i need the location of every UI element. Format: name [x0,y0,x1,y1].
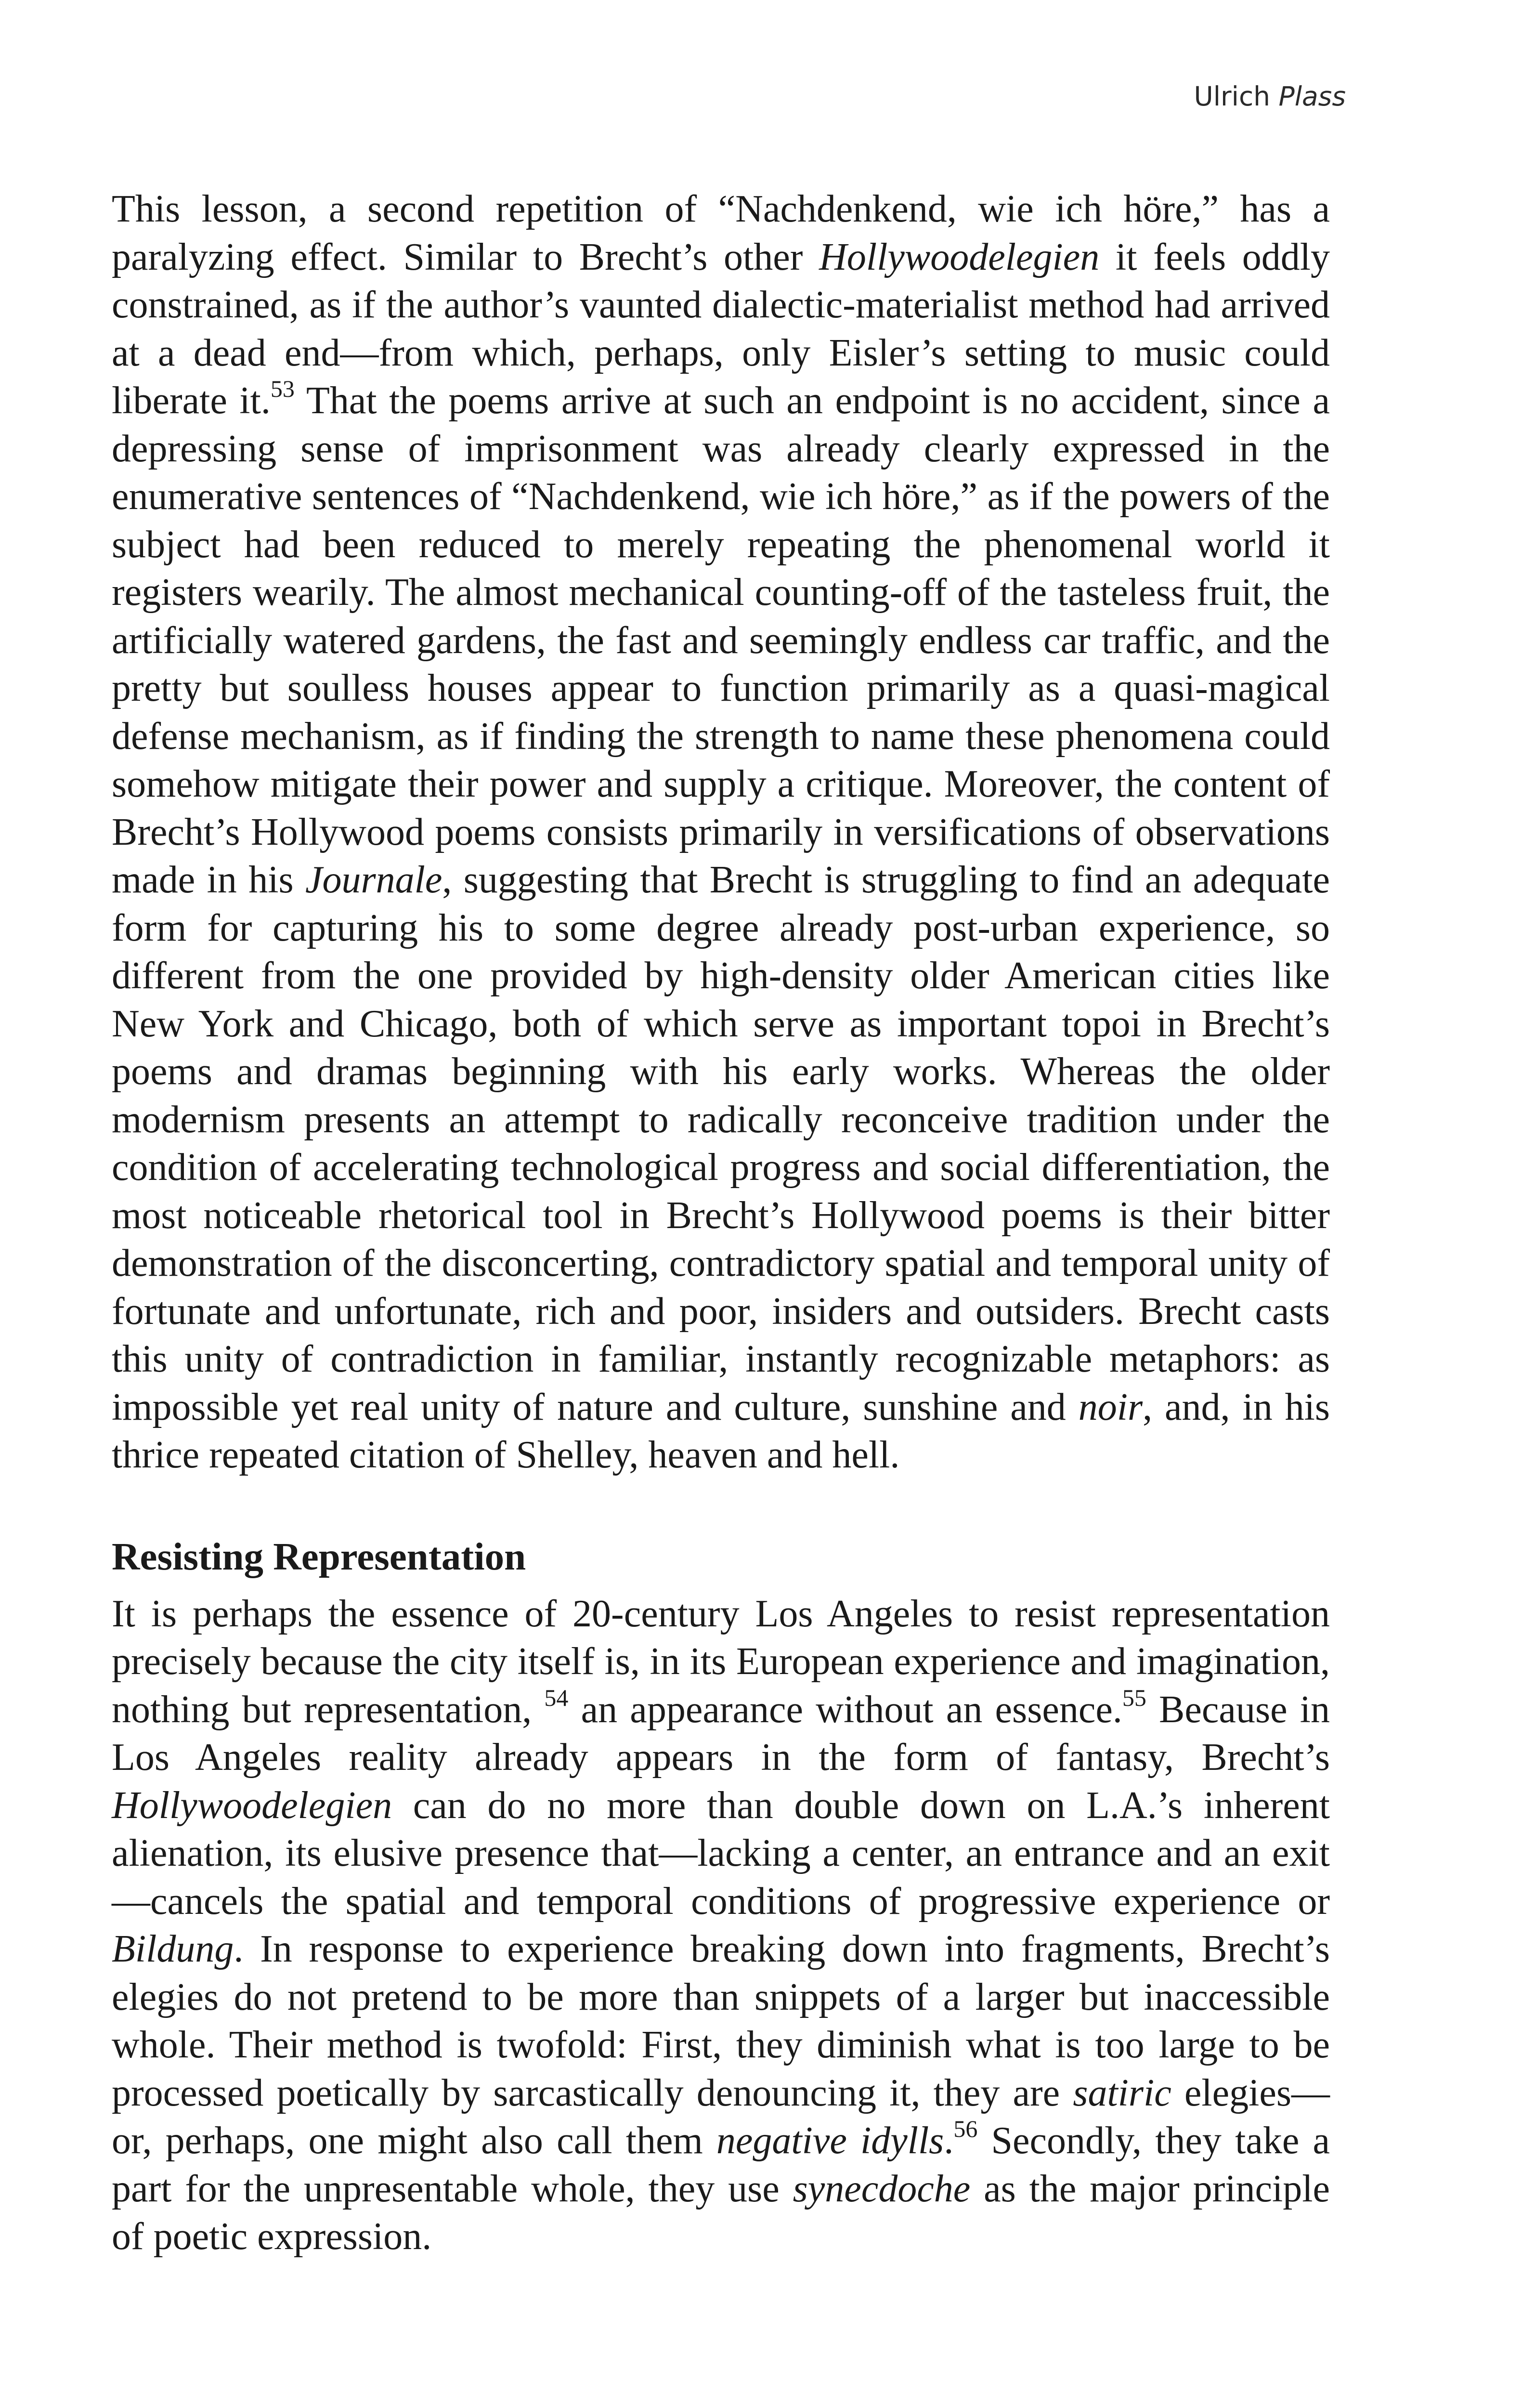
main-text [112,185,1330,2261]
italic-term: satiric [1073,2071,1171,2114]
text-run: . [944,2120,954,2162]
italic-term: noir [1078,1386,1143,1428]
text-run: an appearance without an essence. [568,1688,1122,1731]
paragraph-1 [112,185,1330,1479]
text-run: Secondly, they take a part for the unpresentable whole, they use [112,2120,1330,2210]
text-run: It is perhaps the essence of 20-century Los Angeles to resist representation precisely because the city itself is, in its European experience and imagination, nothing but representation, [112,1592,1330,1731]
text-run: , suggesting that Brecht is struggling to find an adequate form for capturing his to some degree already post-urban experience, so different from the one provided by high-density older American cities like New York and Chicago, both of which serve as important topoi in Brecht’s poems and dramas beginning with his early works. Whereas the older modernism presents an attempt to radically reconceive tradition under the condition of accelerating technological progress and social differentiation, the most noticeable rhetorical tool in Brecht’s Hollywood poems is their bitter demonstration of the disconcerting, contradictory spatial and temporal unity of fortunate and unfortunate, rich and poor, insiders and outsiders. Brecht casts this unity of contradiction in familiar, instantly recognizable metaphors: as impossible yet real unity of nature and culture, sunshine and [112,859,1330,1428]
text-run: That the poems arrive at such an endpoint is no accident, since a depressing sense of imprisonment was already clearly expressed in the enumerative sentences of “Nachdenkend, wie ich höre,” as if the powers of the subject had been reduced to merely repeating the phenomenal world it registers wearily. The almost mechanical counting-off of the tasteless fruit, the artificially watered gardens, the fast and seemingly endless car traffic, and the pretty but soulless houses appear to function primarily as a quasi-magical defense mechanism, as if finding the strength to name these phenomena could somehow mitigate their power and supply a critique. Moreover, the content of Brecht’s Hollywood poems consists primarily in versifications of observations made in his [112,380,1330,901]
italic-title: Hollywoodelegien [112,1784,392,1827]
text-run: Because in Los Angeles reality already appears in the form of fantasy, Brecht’s [112,1688,1330,1779]
text-run: can do no more than double down on L.A.’s inherent alienation, its elusive presence that—lacking a center, an entrance and an exit—cancels the spatial and temporal conditions of progressive experience or [112,1784,1330,1923]
footnote-ref-56: 56 [953,2115,978,2143]
footnote-ref-54: 54 [544,1684,569,1711]
text-run: , and, in his thrice repeated citation of Shelley, heaven and hell. [112,1386,1330,1476]
text-run: as the major principle of poetic expression. [112,2167,1330,2258]
text-run: it feels oddly constrained, as if the author’s vaunted dialectic-materialist method had arrived at a dead end—from which, perhaps, only Eisler’s setting to music could liberate it. [112,236,1330,422]
footnote-ref-55: 55 [1122,1684,1146,1711]
italic-term: synecdoche [793,2167,971,2210]
section-heading: Resisting Representation [112,1534,526,1578]
text-run: This lesson, a second repetition of “Nachdenkend, wie ich höre,” has a paralyzing effect. Similar to Brecht’s other [112,188,1330,278]
italic-term: negative idylls [716,2120,944,2162]
footnote-ref-53: 53 [270,375,295,403]
running-head-title: Plass [1278,81,1346,112]
text-run: elegies—or, perhaps, one might also call them [112,2071,1330,2162]
italic-title: Hollywoodelegien [819,236,1100,278]
text-run: . In response to experience breaking down into fragments, Brecht’s elegies do not pretend to be more than snippets of a larger but inaccessible whole. Their method is twofold: First, they diminish what is too large to be processed poetically by sarcastically denouncing it, they are [112,1928,1330,2114]
running-head [1194,81,1346,112]
italic-title: Journale [305,859,442,901]
running-head-author: Ulrich [1194,81,1271,112]
paragraph-2 [112,1590,1330,2261]
italic-term: Bildung [112,1928,234,1970]
